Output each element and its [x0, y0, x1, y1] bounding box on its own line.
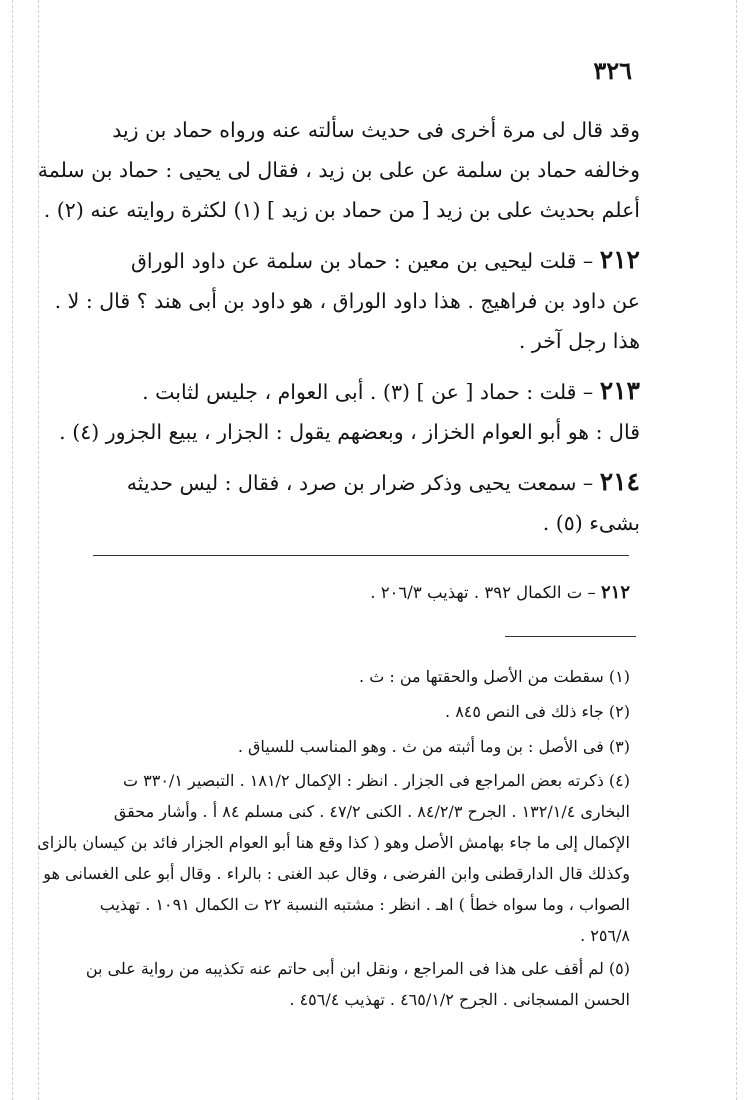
reference-text: – ت الكمال ٣٩٢ . تهذيب ٢٠٦/٣ .: [370, 583, 596, 602]
reference-note: [90, 578, 630, 608]
footnote-line: (١) سقطت من الأصل والحقتها من : ث .: [359, 667, 630, 686]
text-run: – سمعت يحيى وذكر ضرار بن صرد ، فقال : ليس حديثه: [126, 471, 594, 495]
scan-margin-line: [12, 0, 13, 1100]
text-line: وقد قال لى مرة أخرى فى حديث سألته عنه ورواه حماد بن زيد: [112, 118, 640, 142]
text-run: – قلت : حماد [ عن ] (٣) . أبى العوام ، جليس لثابت .: [142, 380, 594, 404]
footnote-line: الإكمال إلى ما جاء بهامش الأصل وهو ( كذا وقع هنا أبو العوام الجزار فائد بن كيسان بالزاى: [37, 833, 630, 852]
footnote-line: ٢٥٦/٨ .: [580, 926, 630, 945]
footnote-line: الصواب ، وما سواه خطأ ) اهـ . انظر : مشتبه النسبة ٢٢ ت الكمال ١٠٩١ . تهذيب: [99, 895, 630, 914]
text-line: هذا رجل آخر .: [518, 329, 640, 353]
footnote: [90, 695, 630, 728]
footnote-line: (٢) جاء ذلك فى النص ٨٤٥ .: [445, 702, 630, 721]
footnote: [90, 660, 630, 693]
separator-line: [93, 555, 629, 556]
paragraph-212: [54, 240, 640, 361]
paragraph-continued: [37, 110, 640, 230]
entry-number: ٢١٢: [599, 245, 640, 274]
footnote-line: البخارى ١٣٢/١/٤ . الجرح ٨٤/٢/٣ . الكنى ٤٧/٢ . كنى مسلم ٨٤ أ . وأشار محقق: [113, 802, 630, 821]
footnote: [85, 953, 630, 1015]
entry-number: ٢١٣: [599, 376, 640, 405]
page-number: ٣٢٦: [593, 56, 632, 85]
footnote: [90, 730, 630, 763]
main-text: [37, 110, 640, 553]
footnote-line: وكذلك قال الدارقطنى وابن الفرضى ، وقال عبد الغنى : بالراء . وقال أبو على الغسانى هو: [43, 864, 630, 883]
footnote-line: (٥) لم أقف على هذا فى المراجع ، ونقل ابن أبى حاتم عنه تكذيبه من رواية على بن: [85, 959, 630, 978]
text-line: بشىء (٥) .: [542, 511, 640, 535]
scan-margin-line: [736, 0, 737, 1100]
footnotes: [37, 660, 630, 1017]
footnote-separator: [505, 636, 636, 637]
text-line: وخالفه حماد بن سلمة عن على بن زيد ، فقال لى يحيى : حماد بن سلمة: [37, 158, 640, 182]
text-run: – قلت ليحيى بن معين : حماد بن سلمة عن داود الوراق: [130, 249, 594, 273]
text-line: [80, 240, 640, 281]
text-line: عن داود بن فراهيج . هذا داود الوراق ، هو داود بن أبى هند ؟ قال : لا .: [54, 289, 640, 313]
reference-number: ٢١٢: [600, 582, 630, 603]
paragraph-213: [59, 371, 640, 452]
text-line: [80, 371, 640, 412]
footnote-line: الحسن المسجانى . الجرح ٤٦٥/١/٢ . تهذيب ٤٥٦/٤ .: [289, 990, 630, 1009]
footnote-line: (٣) فى الأصل : بن وما أثبته من ث . وهو المناسب للسياق .: [237, 737, 630, 756]
text-line: أعلم بحديث على بن زيد [ من حماد بن زيد ] (١) لكثرة روايته عنه (٢) .: [43, 198, 640, 222]
paragraph-214: [80, 462, 640, 543]
text-line: [80, 462, 640, 503]
footnote-line: (٤) ذكرته بعض المراجع فى الجزار . انظر : الإكمال ١٨١/٢ . التبصير ٣٣٠/١ ت: [122, 771, 630, 790]
text-line: قال : هو أبو العوام الخزاز ، وبعضهم يقول : الجزار ، يبيع الجزور (٤) .: [59, 420, 640, 444]
entry-number: ٢١٤: [599, 467, 640, 496]
footnote: [37, 765, 630, 951]
